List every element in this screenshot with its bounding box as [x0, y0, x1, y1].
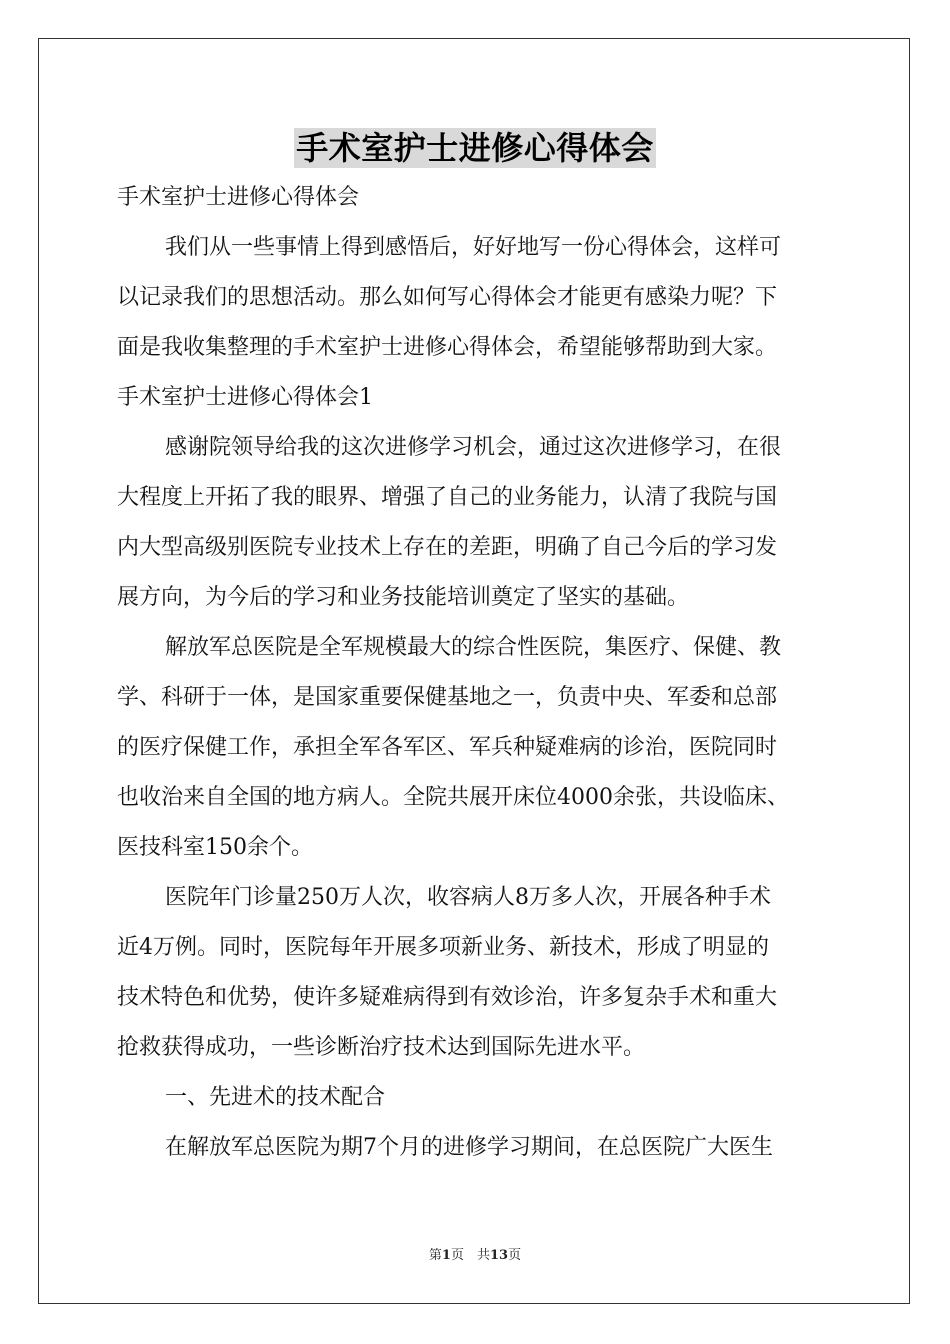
paragraph-line: 医技科室150余个。 — [117, 835, 313, 860]
paragraph-line: 近4万例。同时，医院每年开展多项新业务、新技术，形成了明显的 — [117, 935, 769, 960]
paragraph-line: 内大型高级别医院专业技术上存在的差距，明确了自己今后的学习发 — [117, 535, 778, 560]
paragraph-line: 解放军总医院是全军规模最大的综合性医院，集医疗、保健、教 — [165, 635, 782, 660]
document-title: 手术室护士进修心得体会 — [296, 129, 654, 167]
footer-page-suffix: 页 — [508, 1248, 522, 1263]
footer-page-prefix: 第 — [428, 1248, 442, 1263]
paragraph-line: 展方向，为今后的学习和业务技能培训奠定了坚实的基础。 — [117, 585, 690, 610]
paragraph-line: 抢救获得成功，一些诊断治疗技术达到国际先进水平。 — [117, 1035, 646, 1060]
footer-page-mid: 页 共 — [450, 1248, 490, 1263]
paragraph-line: 技术特色和优势，使许多疑难病得到有效诊治，许多复杂手术和重大 — [117, 985, 778, 1010]
section-heading: 手术室护士进修心得体会1 — [117, 385, 373, 410]
paragraph-line: 以记录我们的思想活动。那么如何写心得体会才能更有感染力呢？下 — [117, 285, 778, 310]
footer-page-current: 1 — [441, 1248, 451, 1263]
paragraph-line: 医院年门诊量250万人次，收容病人8万多人次，开展各种手术 — [165, 885, 771, 910]
document-body — [117, 178, 847, 1178]
title-wrap — [0, 128, 950, 168]
paragraph-line: 在解放军总医院为期7个月的进修学习期间，在总医院广大医生 — [165, 1135, 773, 1160]
paragraph-line: 大程度上开拓了我的眼界、增强了自己的业务能力，认清了我院与国 — [117, 485, 778, 510]
section-heading: 一、先进术的技术配合 — [165, 1085, 386, 1110]
paragraph-line: 面是我收集整理的手术室护士进修心得体会，希望能够帮助到大家。 — [117, 335, 778, 360]
paragraph-line: 也收治来自全国的地方病人。全院共展开床位4000余张，共设临床、 — [117, 785, 789, 810]
paragraph-line: 的医疗保健工作，承担全军各军区、军兵种疑难病的诊治，医院同时 — [117, 735, 778, 760]
paragraph-line: 我们从一些事情上得到感悟后，好好地写一份心得体会，这样可 — [165, 235, 782, 260]
footer-page-total: 13 — [489, 1248, 509, 1263]
page-footer — [0, 1244, 950, 1263]
paragraph-line: 学、科研于一体，是国家重要保健基地之一，负责中央、军委和总部 — [117, 685, 778, 710]
subtitle-line: 手术室护士进修心得体会 — [117, 185, 360, 210]
paragraph-line: 感谢院领导给我的这次进修学习机会，通过这次进修学习，在很 — [165, 435, 782, 460]
